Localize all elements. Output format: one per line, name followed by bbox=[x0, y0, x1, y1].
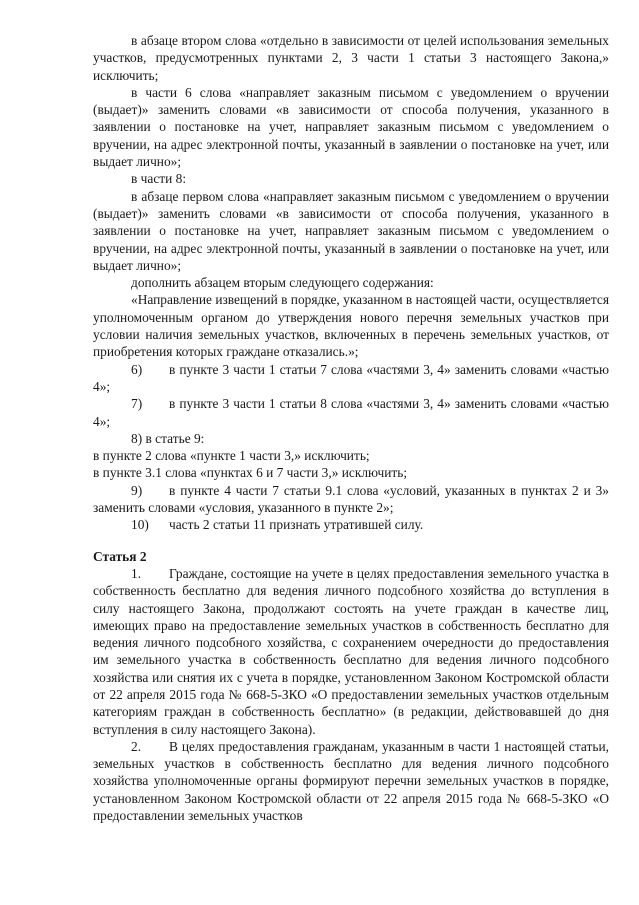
article-paragraph-1 bbox=[93, 565, 609, 738]
paragraph-6: «Направление извещений в порядке, указанном в настоящей части, осуществляется уполномоченным органом до утверждения нового перечня земельных участков при условии наличия земельных участков, включенных в перечень земельных участков, от приобретения которых граждане отказались.»; bbox=[93, 292, 609, 360]
article-paragraph-number: 2. bbox=[131, 738, 142, 754]
article-paragraph-2 bbox=[93, 738, 609, 824]
list-item-number: 8) bbox=[131, 430, 143, 446]
list-item-number: 7) bbox=[131, 396, 143, 412]
list-item-number: 10) bbox=[131, 517, 149, 533]
article-paragraph-text: Граждане, состоящие на учете в целях предоставления земельного участка в собственность бесплатно для ведения личного подсобного хозяйства до вступления в силу настоящего Закона, продолжают состоять на учете граждан в качестве лиц, имеющих право на предоставление земельных участков в собственность бесплатно для ведения личного подсобного хозяйства, с сохранением очередности до предоставления им земельного участка в собственность бесплатно для ведения личного подсобного хозяйства или снятия их с учета в порядке, установленном Законом Костромской области от 22 апреля 2015 года № 668-5-ЗКО «О предоставлении земельных участков отдельным категориям граждан в собственность бесплатно» (в редакции, действовавшей до дня вступления в силу настоящего Закона). bbox=[93, 565, 609, 737]
paragraph-4: в абзаце первом слова «направляет заказным письмом с уведомлением о вручении (выдает)» заменить словами «в зависимости от способа получения, указанного в заявлении о постановке на учет, направляет заказным письмом с уведомлением о вручении, на адрес электронной почты, указанный в заявлении о постановке на учет, или выдает лично»; bbox=[93, 188, 609, 273]
list-item-text: в пункте 4 части 7 статьи 9.1 слова «условий, указанных в пунктах 2 и 3» заменить словами «условия, указанного в пункте 2»; bbox=[93, 482, 609, 516]
list-item-10 bbox=[93, 516, 609, 533]
list-subitem-1: в пункте 2 слова «пункте 1 части 3,» исключить; bbox=[93, 448, 370, 464]
article-paragraph-text: В целях предоставления гражданам, указанным в части 1 настоящей статьи, земельных участков в собственность бесплатно для ведения личного подсобного хозяйства уполномоченные органы формируют перечни земельных участков в порядке, установленном Законом Костромской области от 22 апреля 2015 года № 668-5-ЗКО «О предоставлении земельных участков bbox=[93, 738, 609, 824]
paragraph-1: в абзаце втором слова «отдельно в зависимости от целей использования земельных участков, предусмотренных пунктами 2, 3 части 1 статьи 3 настоящего Закона,» исключить; bbox=[93, 33, 609, 83]
paragraph-5: дополнить абзацем вторым следующего содержания: bbox=[131, 275, 434, 291]
list-item-text: часть 2 статьи 11 признать утратившей силу. bbox=[169, 517, 424, 533]
list-item-text: в статье 9: bbox=[145, 430, 205, 446]
article-heading: Статья 2 bbox=[93, 548, 147, 564]
list-item-8 bbox=[93, 430, 609, 447]
paragraph-3: в части 8: bbox=[131, 171, 187, 187]
list-item-6 bbox=[93, 361, 609, 396]
list-item-number: 9) bbox=[131, 482, 143, 498]
list-item-number: 6) bbox=[131, 361, 143, 377]
list-item-text: в пункте 3 части 1 статьи 7 слова «частями 3, 4» заменить словами «частью 4»; bbox=[93, 361, 609, 394]
list-subitem-2: в пункте 3.1 слова «пунктах 6 и 7 части 3,» исключить; bbox=[93, 465, 408, 481]
list-item-7 bbox=[93, 395, 609, 430]
list-item-text: в пункте 3 части 1 статьи 8 слова «частями 3, 4» заменить словами «частью 4»; bbox=[93, 396, 609, 429]
paragraph-2: в части 6 слова «направляет заказным письмом с уведомлением о вручении (выдает)» заменить словами «в зависимости от способа получения, указанного в заявлении о постановке на учет, направляет заказным письмом с уведомлением о вручении, на адрес электронной почты, указанный в заявлении о постановке на учет, или выдает лично»; bbox=[93, 84, 609, 170]
list-item-9 bbox=[93, 482, 609, 517]
article-paragraph-number: 1. bbox=[131, 565, 142, 581]
